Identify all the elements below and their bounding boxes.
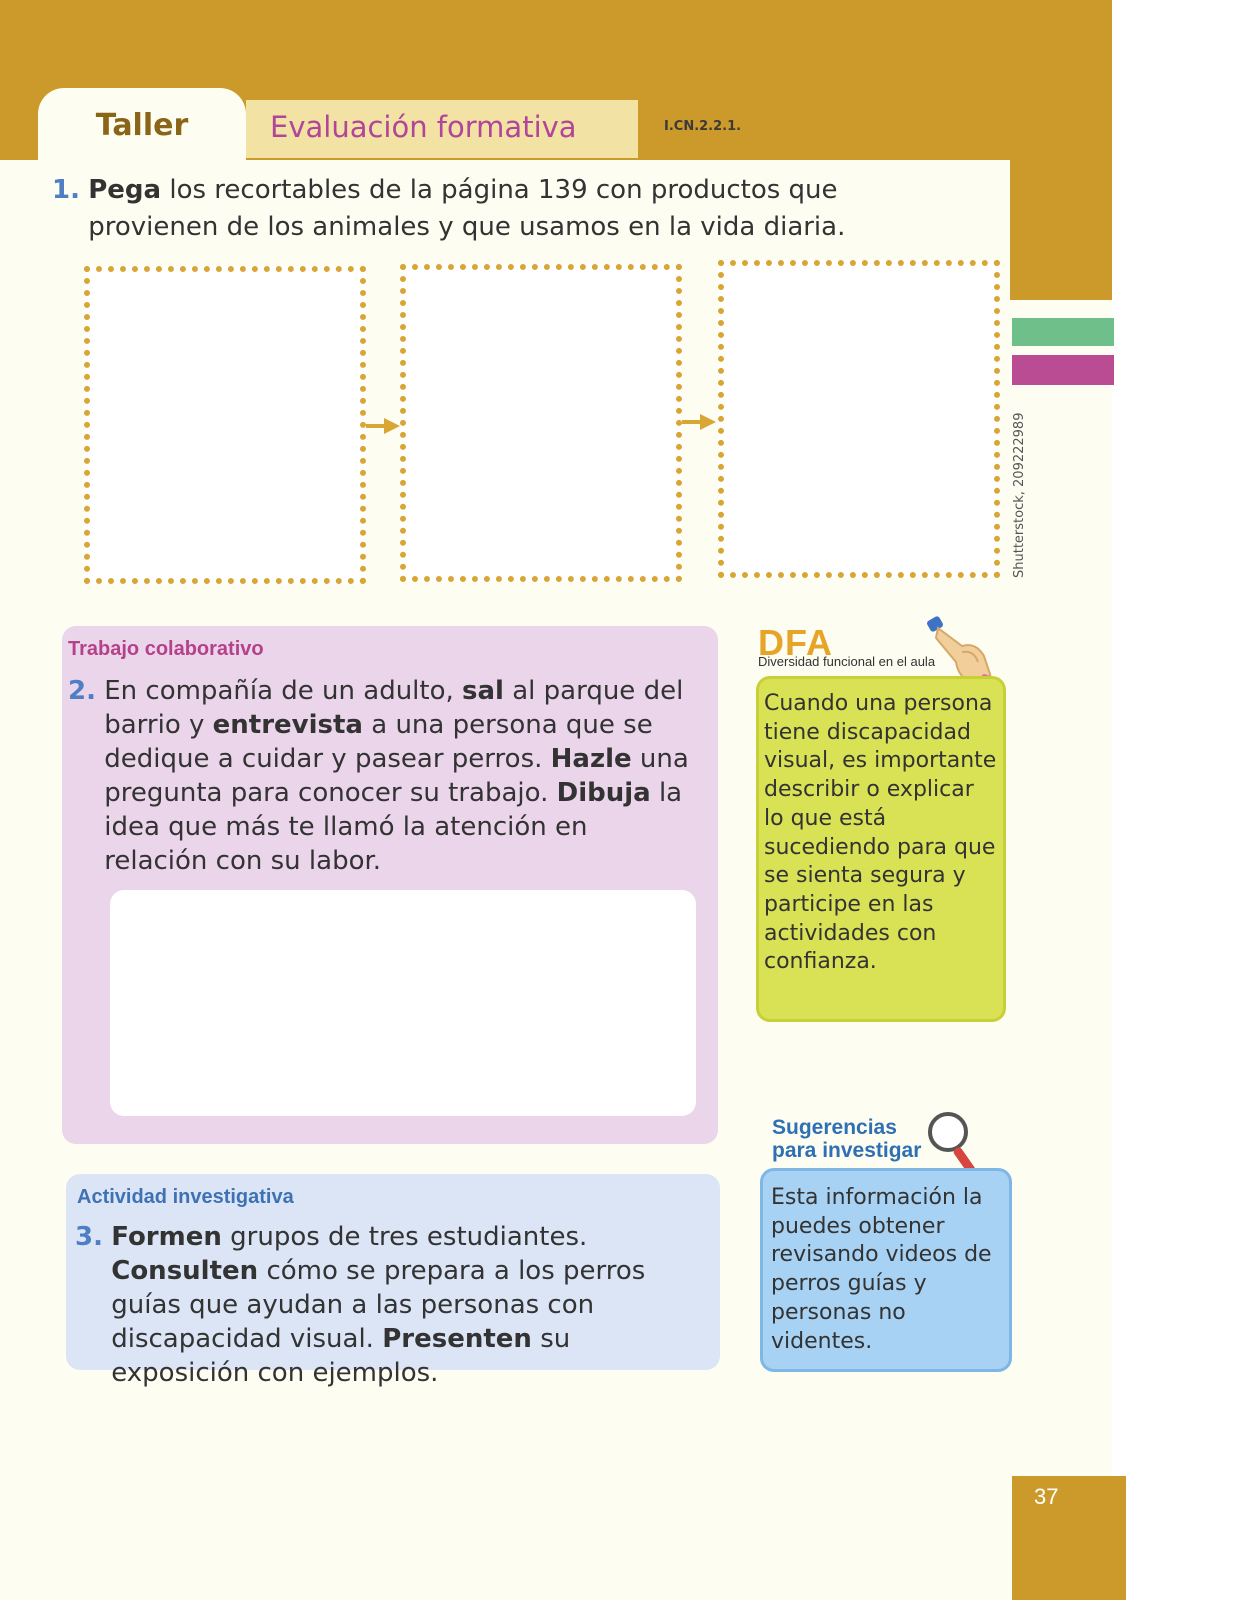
tab-taller (38, 88, 246, 168)
arrow-right-icon (682, 412, 716, 432)
question-text: provienen de los animales y que usamos en la vida diaria. (88, 212, 846, 242)
question-number: 3. (75, 1222, 103, 1252)
question-text: al parque del barrio y (104, 676, 684, 740)
question-1 (52, 172, 932, 246)
section-title: Evaluación formativa (270, 110, 577, 144)
paste-box-3[interactable] (718, 260, 1000, 578)
question-number: 1. (52, 175, 80, 205)
question-text: su exposición con ejemplos. (111, 1324, 571, 1388)
suggestions-title: Sugerencias para investigar (772, 1116, 922, 1162)
dfa-subtitle: Diversidad funcional en el aula (758, 654, 936, 669)
question-2 (68, 674, 698, 878)
question-text: una pregunta para conocer su trabajo. (104, 744, 689, 808)
drawing-area[interactable] (110, 890, 696, 1116)
collaborative-title: Trabajo colaborativo (68, 638, 264, 660)
instruction-verb: Formen (111, 1222, 222, 1252)
instruction-verb: Pega (88, 175, 162, 205)
page-number-band (1012, 1476, 1126, 1600)
instruction-verb: Presenten (382, 1324, 532, 1354)
dfa-text: Cuando una persona tiene discapacidad visual, es importante describir o explicar lo que está sucediendo para que se sienta segura y participe en las actividades con confianza. (764, 691, 997, 975)
instruction-verb: Dibuja (556, 778, 651, 808)
question-text: los recortables de la página 139 con productos que (169, 175, 838, 205)
arrow-right-icon (366, 416, 400, 436)
green-stripe (1012, 318, 1114, 346)
question-text: la idea que más te llamó la atención en relación con su labor. (104, 778, 683, 876)
instruction-verb: Hazle (550, 744, 632, 774)
dfa-title: DFA (758, 622, 833, 663)
paste-box-1[interactable] (84, 266, 366, 584)
page-number: 37 (1034, 1484, 1059, 1509)
photo-credit: Shutterstock, 209222989 (1012, 412, 1027, 578)
indicator-code: I.CN.2.2.1. (664, 119, 742, 134)
question-text: cómo se prepara a los perros guías que ayudan a las personas con discapacidad visual. (111, 1256, 646, 1354)
question-number: 2. (68, 676, 96, 706)
question-text: grupos de tres estudiantes. (230, 1222, 588, 1252)
instruction-verb: sal (462, 676, 504, 706)
question-text: En compañía de un adulto, (104, 676, 454, 706)
investigative-title: Actividad investigativa (77, 1186, 294, 1208)
question-text: a una persona que se dedique a cuidar y pasear perros. (104, 710, 653, 774)
section-title-bar (246, 100, 638, 158)
tab-label: Taller (95, 108, 189, 143)
suggestions-text: Esta información la puedes obtener revisando videos de perros guías y personas no videntes. (771, 1185, 992, 1354)
instruction-verb: entrevista (212, 710, 363, 740)
question-3 (75, 1220, 715, 1390)
page-margin (1112, 0, 1236, 1600)
paste-box-2[interactable] (400, 264, 682, 582)
instruction-verb: Consulten (111, 1256, 259, 1286)
side-band (1010, 0, 1112, 300)
pink-stripe (1012, 355, 1114, 385)
